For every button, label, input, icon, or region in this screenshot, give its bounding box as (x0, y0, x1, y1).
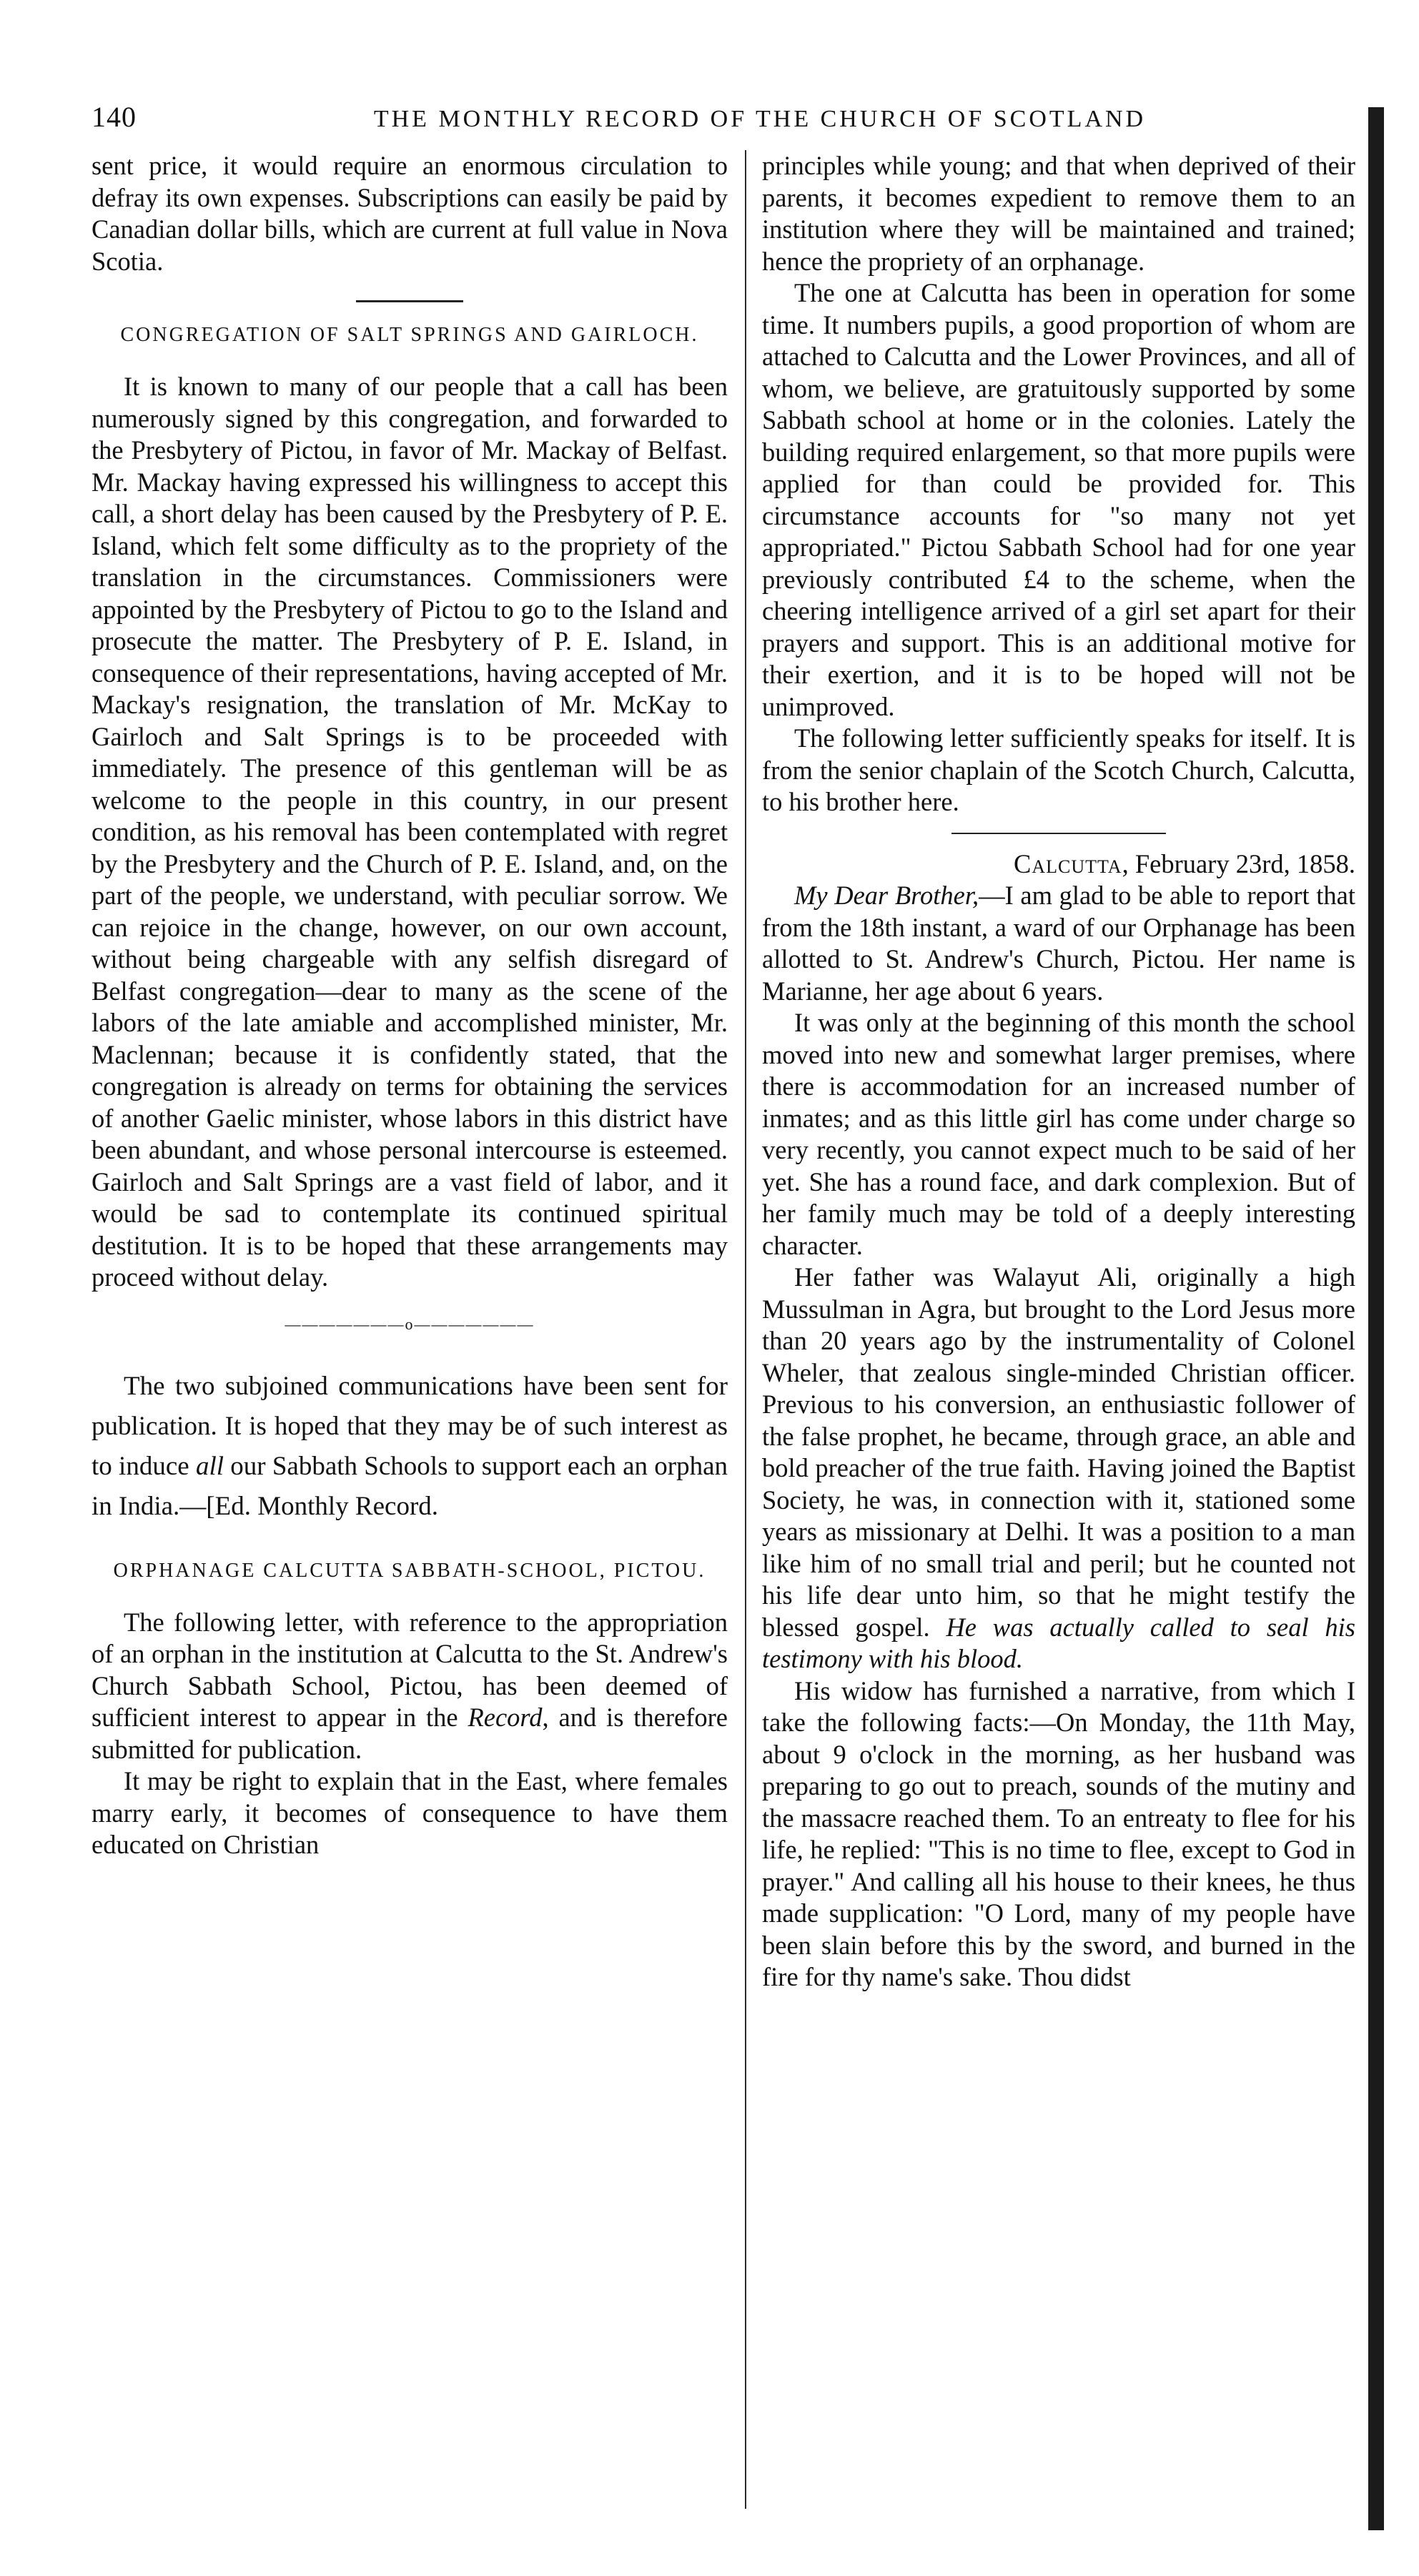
paragraph-calcutta-orphanage: The one at Calcutta has been in operation for some time. It numbers pupils, a good proportion of whom are attached to Calcutta and the Lower Provinces, and all of whom, we believe, are gratuitously supported by some Sabbath school at home or in the colonies. Lately the building required enlargement, so that more pupils were applied for than could be provided for. This circumstance accounts for "so many not yet appropriated." Pictou Sabbath School had for one year previously contributed £4 to the scheme, when the cheering intelligence arrived of a girl set apart for their prayers and support. This is an additional motive for their exertion, and it is to be hoped will not be unimproved. (762, 278, 1355, 721)
father-text: Her father was Walayut Ali, originally a high Mussulman in Agra, but brought to the Lord Jesus more than 20 years ago by the instrumentality of Colonel Wheler, that zealous single-minded Christian officer. Previous to his conversion, an enthusiastic follower of the false prophet, he became, through grace, an able and bold preacher of the true faith. Having joined the Baptist Society, he was, in connection with it, stationed some years as missionary at Delhi. It was a position to a man like him of no small trial and peril; but he counted not his life dear unto him, so that he might testify the blessed gospel. (762, 1262, 1355, 1642)
editor-notice-text-a: The two subjoined communications have been sent for publication. It is hoped that they may be of such interest as to induce (92, 1371, 728, 1481)
divider-mark: o (405, 1314, 415, 1333)
column-rule (745, 150, 746, 2509)
section-rule (356, 300, 463, 302)
ornamental-divider: ———————o——————— (285, 1314, 535, 1333)
orphanage-intro-b: , and is therefore submitted for publication. (92, 1703, 728, 1764)
paragraph-letter-intro: The following letter sufficiently speaks for itself. It is from the senior chaplain of the Scotch Church, Calcutta, to his brother here. (762, 723, 1355, 816)
paragraph-continuation: sent price, it would require an enormous circulation to defray its own expenses. Subscriptions can easily be paid by Canadian dollar bills, which are current at full value in Nova Scotia. (92, 151, 728, 276)
binding-edge-shadow (1368, 107, 1384, 2530)
letter-opening (762, 880, 1355, 1007)
right-column (762, 150, 1355, 1993)
letter-opening-text: —I am glad to be able to report that from the 18th instant, a ward of our Orphanage has been allotted to St. Andrew's Church, Pictou. Her name is Marianne, her age about 6 years. (762, 881, 1356, 1006)
running-head (92, 100, 1357, 136)
letter-paragraph-father (762, 1262, 1355, 1675)
left-column (92, 150, 728, 1861)
paragraph-orphanage-intro (92, 1607, 728, 1766)
editor-notice-emphasis: all (195, 1451, 224, 1481)
orphanage-intro-a: The following letter, with reference to the appropriation of an orphan in the institution at Calcutta to the St. Andrew's Church Sabbath School, Pictou, has been deemed of sufficient interest to appear in the (92, 1607, 728, 1732)
father-emphasis: He was actually called to seal his testimony with his blood. (762, 1612, 1355, 1673)
letter-paragraph-school: It was only at the beginning of this month the school moved into new and somewhat larger premises, where there is accommodation for an increased number of inmates; and as this little girl has come under charge so very recently, you cannot expect much to be said of her yet. She has a round face, and dark complexion. But of her family much may be told of a deeply interesting character. (762, 1008, 1355, 1260)
dateline-place: Calcutta (1013, 848, 1122, 878)
orphanage-intro-emphasis: Record (468, 1703, 543, 1732)
dateline-date: , February 23rd, 1858. (1122, 848, 1355, 878)
section-heading-salt-springs: CONGREGATION OF SALT SPRINGS AND GAIRLOCH. (120, 324, 699, 346)
section-heading-orphanage: ORPHANAGE CALCUTTA SABBATH-SCHOOL, PICTOU. (113, 1559, 706, 1582)
running-title: THE MONTHLY RECORD OF THE CHURCH OF SCOTLAND (373, 106, 1147, 132)
paragraph-explanation: It may be right to explain that in the East, where females marry early, it becomes of consequence to have them educated on Christian (92, 1766, 728, 1859)
letter-dateline (762, 848, 1355, 881)
editor-notice (92, 1367, 728, 1527)
letter-paragraph-widow: His widow has furnished a narrative, from which I take the following facts:—On Monday, the 11th May, about 9 o'clock in the morning, as her husband was preparing to go out to preach, sounds of the mutiny and the massacre reached them. To an entreaty to flee for his life, he replied: "This is no time to flee, except to God in prayer." And calling all his house to their knees, he thus made supplication: "O Lord, many of my people have been slain before this by the sword, and burned in the fire for thy name's sake. Thou didst (762, 1675, 1355, 1991)
letter-rule (951, 833, 1166, 834)
paragraph-salt-springs: It is known to many of our people that a call has been numerously signed by this congregation, and forwarded to the Presbytery of Pictou, in favor of Mr. Mackay of Belfast. Mr. Mackay having expressed his willingness to accept this call, a short delay has been caused by the Presbytery of P. E. Island, which felt some difficulty as to the propriety of the translation in the circumstances. Commissioners were appointed by the Presbytery of Pictou to go to the Island and prosecute the matter. The Presbytery of P. E. Island, in consequence of their representations, having accepted of Mr. Mackay's resignation, the translation of Mr. McKay to Gairloch and Salt Springs is to be proceeded with immediately. The presence of this gentleman will be as welcome to the people in this country, in our present condition, as his removal has been contemplated with regret by the Presbytery and the Church of P. E. Island, and, on the part of the people, we understand, with peculiar sorrow. We can rejoice in the change, however, on our own account, without being chargeable with any selfish disregard of Belfast congregation—dear to many as the scene of the labors of the late amiable and accomplished minister, Mr. Maclennan; because it is confidently stated, that the congregation is already on terms for obtaining the services of another Gaelic minister, whose labors in this district have been abundant, and whose personal intercourse is esteemed. Gairloch and Salt Springs are a vast field of labor, and it would be sad to contemplate its continued spiritual destitution. It is to be hoped that these arrangements may proceed without delay. (92, 372, 728, 1292)
editor-notice-text-b: our Sabbath Schools to support each an orphan in India.—[Ed. Monthly Record. (92, 1451, 728, 1521)
letter-salutation: My Dear Brother, (794, 881, 979, 910)
paragraph-continuation-right: principles while young; and that when deprived of their parents, it becomes expedient to remove them to an institution where they will be maintained and trained; hence the propriety of an orphanage. (762, 151, 1355, 276)
page-number: 140 (92, 101, 137, 133)
